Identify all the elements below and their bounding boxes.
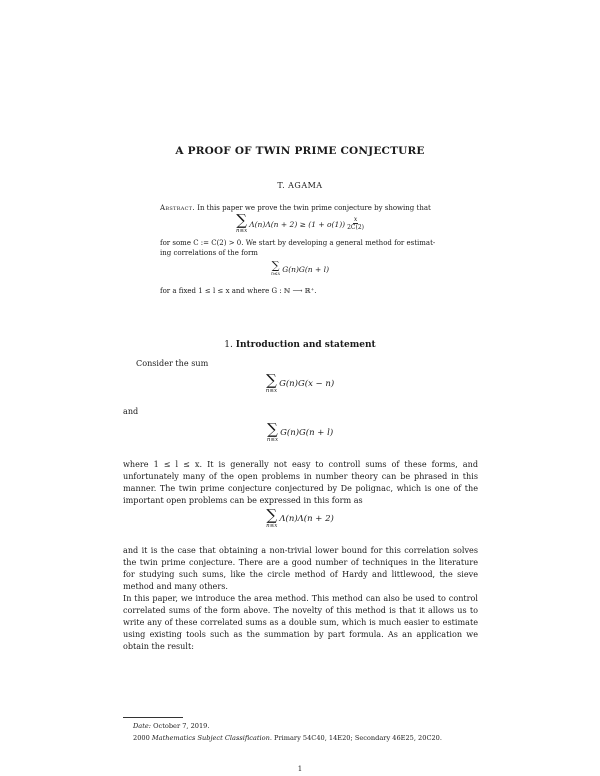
date-label: Date:	[133, 722, 151, 730]
sum-symbol: ∑ n≤x	[235, 211, 248, 234]
date-value: October 7, 2019.	[153, 722, 210, 730]
fraction-numerator: x	[353, 216, 358, 223]
sum-symbol: ∑ n≤x	[270, 259, 281, 277]
abstract-equation-2	[0, 261, 600, 278]
fraction-denominator: 2C(2)	[347, 224, 365, 231]
sum-subscript: n≤x	[266, 523, 278, 529]
section-heading	[0, 340, 600, 350]
body-consider: Consider the sum	[136, 358, 209, 368]
paper-title: A PROOF OF TWIN PRIME CONJECTURE	[175, 145, 425, 157]
body-paragraph-1: where 1 ≤ l ≤ x. It is generally not easy to controll sums of these forms, and unfortunately many of the open problems in number theory can be phrased in this manner. The twin prime conjecture conjectured by De polignac, which is one of the important open problems can be expressed in this form as	[123, 459, 478, 505]
equation-5	[0, 506, 600, 529]
body-paragraph-3: In this paper, we introduce the area method. This method can also be used to control correlated sums of the form above. The novelty of this method is that it allows us to write any of these correlated sums as a double sum, which is much easier to estimate using existing tools such as the summation by part formula. As an application we obtain the result:	[123, 593, 478, 651]
abstract-equation-1	[0, 211, 600, 234]
page-number: 1	[297, 765, 303, 773]
equation-text: G(n)G(n + l)	[282, 265, 330, 274]
sum-subscript: n≤x	[266, 437, 279, 443]
footnote-date	[133, 722, 209, 731]
abstract-line-2: for some C := C(2) > 0. We start by developing a general method for estimat-	[160, 239, 436, 247]
body-paragraph-2: and it is the case that obtaining a non-trivial lower bound for this correlation solves the twin prime conjecture. There are a good number of techniques in the literature for studying such sums, like the circle method of Hardy and littlewood, the sieve method and many others.	[123, 545, 478, 591]
section-number: 1.	[224, 340, 233, 350]
author-name: T. AGAMA	[277, 181, 323, 190]
abstract-label: Abstract.	[160, 204, 195, 212]
sum-symbol: ∑ n≤x	[266, 420, 279, 443]
abstract-line-3: ing correlations of the form	[160, 249, 258, 257]
footnote-msc	[133, 734, 442, 743]
equation-text: Λ(n)Λ(n + 2) ≥ (1 + o(1))	[249, 219, 346, 229]
msc-label: Mathematics Subject Classification.	[151, 734, 272, 742]
msc-prefix: 2000	[133, 734, 150, 742]
sum-subscript: n≤x	[265, 388, 278, 394]
abstract-line-1	[160, 203, 442, 214]
msc-value: Primary 54C40, 14E20; Secondary 46E25, 20C20.	[274, 734, 442, 742]
equation-text: G(n)G(x − n)	[279, 379, 335, 389]
abstract-line-4: for a fixed 1 ≤ l ≤ x and where G : ℕ ⟶ ℝ⁺.	[160, 287, 317, 295]
sum-symbol: ∑ n≤x	[266, 506, 278, 529]
equation-text: Λ(n)Λ(n + 2)	[279, 514, 334, 524]
section-title: Introduction and statement	[235, 340, 376, 350]
equation-3	[0, 371, 600, 394]
equation-text: G(n)G(n + l)	[280, 428, 334, 438]
sum-symbol: ∑ n≤x	[265, 371, 278, 394]
abstract-text-1: In this paper we prove the twin prime conjecture by showing that	[197, 204, 431, 212]
body-and: and	[123, 406, 139, 416]
sum-subscript: n≤x	[270, 272, 281, 277]
fraction	[347, 216, 364, 232]
sum-subscript: n≤x	[235, 228, 248, 234]
footnote-rule	[123, 717, 183, 718]
equation-4	[0, 420, 600, 443]
